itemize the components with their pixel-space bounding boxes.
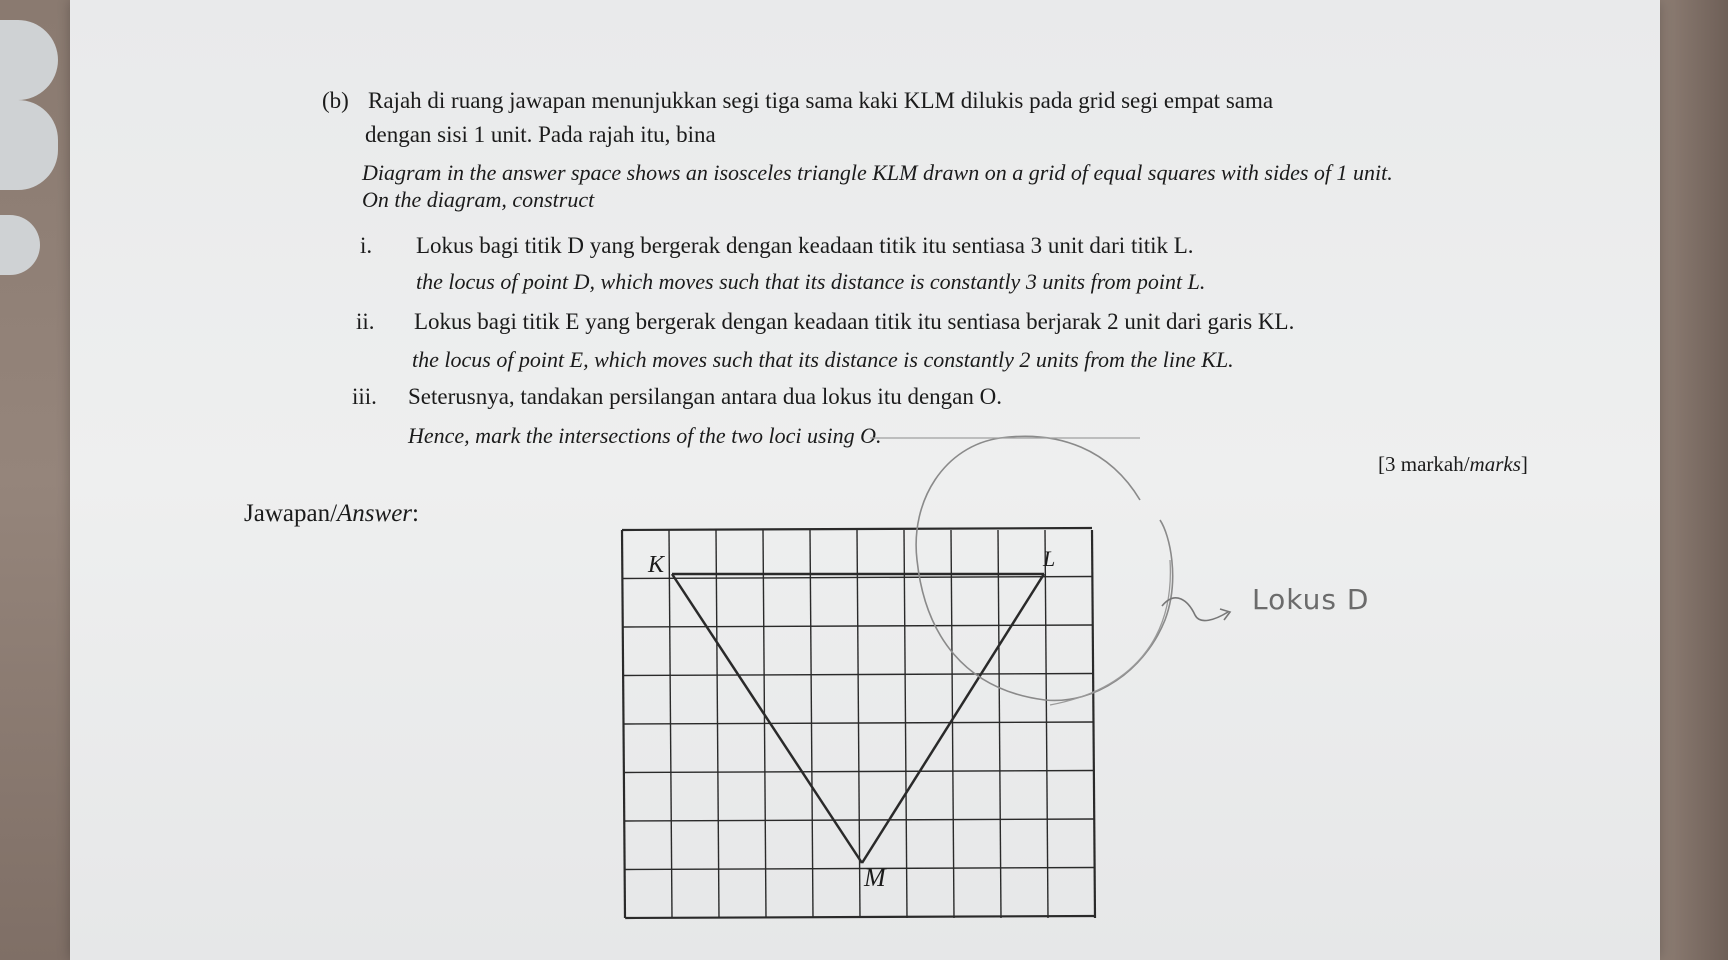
grid-line-horizontal	[623, 625, 1093, 627]
marks-close-bracket: ]	[1520, 452, 1528, 476]
marks-malay: [3 markah/	[1378, 452, 1470, 476]
grid-line-horizontal	[622, 577, 1092, 579]
question-intro-malay-line2: dengan sisi 1 unit. Pada rajah itu, bina	[365, 122, 716, 147]
label-l: L	[1043, 546, 1056, 571]
item-iii-number: iii.	[352, 384, 377, 409]
grid-line-horizontal	[624, 771, 1094, 773]
item-iii-malay: Seterusnya, tandakan persilangan antara dua lokus itu dengan O.	[408, 384, 1002, 409]
grid-line-vertical	[1092, 530, 1095, 918]
side-km	[672, 574, 862, 863]
handwritten-lokus-d-note: Lokus D	[1252, 583, 1370, 616]
item-i-malay: Lokus bagi titik D yang bergerak dengan keadaan titik itu sentiasa 3 unit dari titik L.	[416, 233, 1194, 258]
grid-line-vertical	[951, 530, 954, 918]
grid-line-vertical	[904, 530, 907, 918]
answer-label-english: Answer	[337, 500, 413, 527]
question-intro-malay-line1: Rajah di ruang jawapan menunjukkan segi tiga sama kaki KLM dilukis pada grid segi empat sama	[368, 88, 1274, 113]
marks-english: marks	[1469, 452, 1521, 476]
question-intro-english-line2: On the diagram, construct	[362, 187, 595, 212]
item-ii-english: the locus of point E, which moves such that its distance is constantly 2 units from the line KL.	[412, 347, 1234, 372]
grid-line-horizontal	[625, 916, 1095, 918]
locus-d-arc-outer	[1050, 560, 1170, 705]
question-intro-english-line1: Diagram in the answer space shows an isosceles triangle KLM drawn on a grid of equal squares with sides of 1 unit.	[362, 160, 1393, 185]
item-i-english: the locus of point D, which moves such that its distance is constantly 3 units from point L.	[416, 269, 1206, 294]
answer-label-malay: Jawapan/	[244, 500, 338, 527]
item-ii-number: ii.	[356, 309, 375, 334]
grid-line-horizontal	[625, 868, 1095, 870]
grid-line-vertical	[810, 530, 813, 918]
grid-line-horizontal	[624, 722, 1094, 724]
answer-label-colon: :	[412, 500, 419, 527]
label-k: K	[648, 552, 665, 578]
pointer-squiggle	[1162, 598, 1228, 621]
item-ii-malay: Lokus bagi titik E yang bergerak dengan keadaan titik itu sentiasa berjarak 2 unit dari garis KL.	[414, 309, 1295, 334]
label-m: M	[864, 863, 886, 892]
grid-line-vertical	[998, 530, 1001, 918]
question-part-label: (b)	[322, 88, 349, 113]
grid-line-horizontal	[622, 528, 1092, 530]
grid-line-horizontal	[623, 674, 1093, 676]
grid-line-vertical	[1045, 530, 1048, 918]
grid-line-horizontal	[624, 819, 1094, 821]
item-i-number: i.	[360, 233, 373, 258]
item-iii-english: Hence, mark the intersections of the two loci using O.	[408, 423, 882, 448]
